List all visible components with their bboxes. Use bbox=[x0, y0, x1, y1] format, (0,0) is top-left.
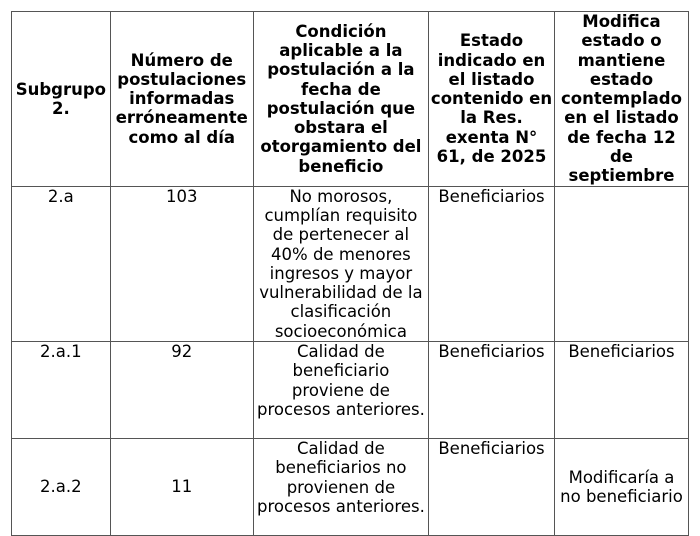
table-header-row bbox=[12, 12, 689, 187]
cell-subgrupo: 2.a.1 bbox=[12, 342, 111, 439]
header-estado-listado: Estado indicado en el listado contenido en la Res. exenta N° 61, de 2025 bbox=[429, 12, 555, 187]
cell-condicion: Calidad de beneficiario proviene de procesos anteriores. bbox=[253, 342, 428, 439]
cell-estado: Beneficiarios bbox=[429, 439, 555, 536]
cell-modifica: Beneficiarios bbox=[554, 342, 688, 439]
cell-subgrupo: 2.a.2 bbox=[12, 439, 111, 536]
table-row bbox=[12, 186, 689, 341]
cell-numero: 92 bbox=[110, 342, 253, 439]
table-row bbox=[12, 439, 689, 536]
cell-subgrupo: 2.a bbox=[12, 186, 111, 341]
cell-estado: Beneficiarios bbox=[429, 342, 555, 439]
header-subgrupo: Subgrupo 2. bbox=[12, 12, 111, 187]
cell-condicion: Calidad de beneficiarios no provienen de procesos anteriores. bbox=[253, 439, 428, 536]
cell-numero: 103 bbox=[110, 186, 253, 341]
header-modifica-estado: Modifica estado o mantiene estado contemplado en el listado de fecha 12 de septiembre bbox=[554, 12, 688, 187]
cell-numero: 11 bbox=[110, 439, 253, 536]
cell-estado: Beneficiarios bbox=[429, 186, 555, 341]
subgroup-table bbox=[11, 11, 689, 536]
cell-condicion: No morosos, cumplían requisito de pertenecer al 40% de menores ingresos y mayor vulnerabilidad de la clasificación socioeconómica bbox=[253, 186, 428, 341]
header-condicion: Condición aplicable a la postulación a la fecha de postulación que obstara el otorgamiento del beneficio bbox=[253, 12, 428, 187]
header-numero-postulaciones: Número de postulaciones informadas erróneamente como al día bbox=[110, 12, 253, 187]
table-row bbox=[12, 342, 689, 439]
cell-modifica: Modificaría a no beneficiario bbox=[554, 439, 688, 536]
cell-modifica bbox=[554, 186, 688, 341]
